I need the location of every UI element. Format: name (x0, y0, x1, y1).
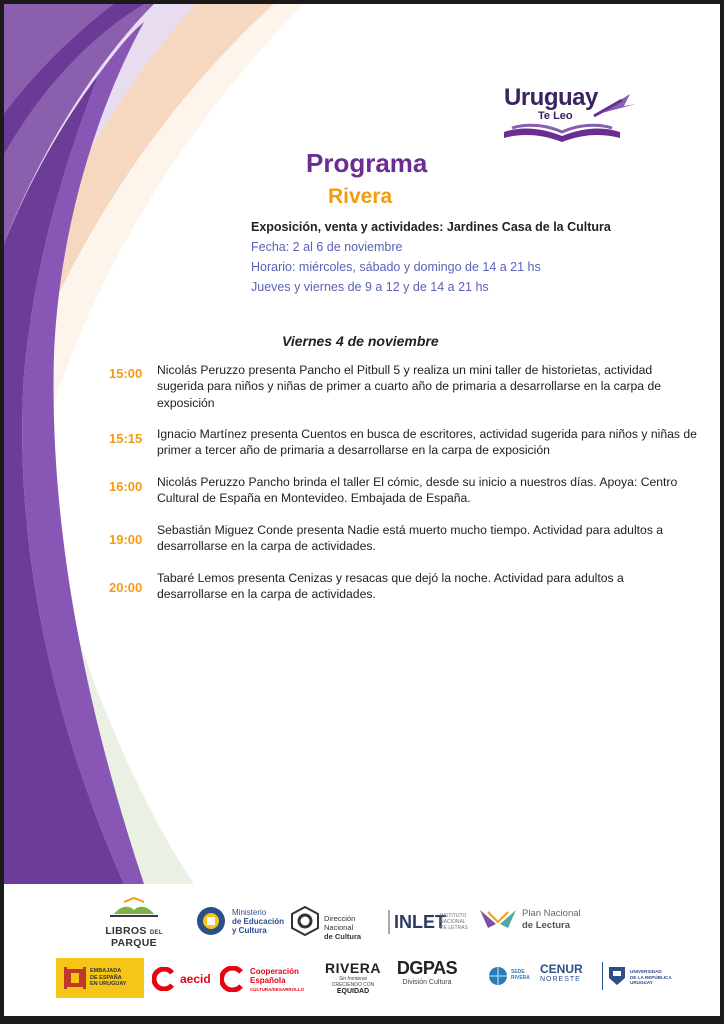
date-line: Fecha: 2 al 6 de noviembre (251, 240, 403, 254)
rivera-text-b: Sin fronteras (338, 976, 368, 982)
hexagon-icon (290, 906, 320, 936)
embajada-text-b: DE ESPAÑA (90, 974, 122, 981)
schedule-description: Sebastián Miguez Conde presenta Nadie está muerto mucho tiempo. Actividad para adultos a desarrollarse en la carpa de actividades. (157, 523, 664, 554)
libros-del-parque-logo (88, 896, 180, 949)
cenur-noreste-logo (540, 962, 600, 992)
dgpas-text-b: División Cultura (402, 979, 452, 986)
brand-subtitle: Te Leo (538, 110, 573, 122)
schedule-time: 20:00 (109, 580, 143, 595)
mec-text-c: y Cultura (232, 926, 267, 935)
udelar-text-a: UNIVERSIDAD (630, 969, 662, 974)
hours-line-2: Jueves y viernes de 9 a 12 y de 14 a 21 hs (251, 280, 489, 294)
udelar-text-b: DE LA REPÚBLICA (630, 974, 672, 980)
aecid-text-a: aecid (180, 972, 211, 986)
schedule-description: Tabaré Lemos presenta Cenizas y resacas que dejó la noche. Actividad para adultos a desarrollarse en la carpa de actividades. (157, 571, 624, 602)
direccion-cultura-logo (290, 906, 386, 940)
cooperacion-espanola-logo (220, 962, 312, 996)
embajada-text-c: EN URUGUAY (90, 981, 127, 987)
inlet-text-c: NACIONAL (440, 919, 466, 925)
schedule-time: 15:15 (109, 431, 143, 446)
uruguay-te-leo-logo (502, 84, 642, 144)
mec-text-a: Ministerio (232, 908, 267, 917)
dgpas-logo (396, 958, 458, 996)
day-heading: Viernes 4 de noviembre (282, 333, 439, 349)
book-wings-icon (478, 906, 518, 932)
libros-text-b: DEL (149, 930, 163, 936)
hours-line-1: Horario: miércoles, sábado y domingo de 14 a 21 hs (251, 260, 541, 274)
schedule-description: Ignacio Martínez presenta Cuentos en busca de escritores, actividad sugerida para niños y niñas de primer a tercer año de primaria a desarrollarse en la carpa de exposición (157, 427, 697, 458)
shield-icon (196, 904, 226, 938)
rivera-logo (320, 960, 386, 998)
dnc-text-b: de Cultura (324, 932, 362, 941)
libros-text-a: LIBROS (105, 925, 147, 937)
sede-rivera-logo (488, 964, 536, 990)
cenur-text-b: NORESTE (540, 976, 581, 983)
plan-nacional-lectura-logo (478, 902, 590, 938)
aecid-c-icon (152, 967, 176, 991)
cenur-text-a: CENUR (540, 962, 583, 976)
venue-line: Exposición, venta y actividades: Jardines Casa de la Cultura (251, 220, 611, 234)
poster-page (4, 4, 720, 1016)
coop-text-b: Española (250, 976, 286, 985)
coat-of-arms-icon (64, 965, 86, 991)
page-title: Programa (306, 148, 428, 178)
pnl-text-a: Plan Nacional (522, 908, 581, 919)
rivera-text-c: CRECIENDO CON (331, 982, 375, 988)
inlet-text-a: INLET (394, 912, 446, 932)
brand-name: Uruguay (504, 84, 598, 111)
schedule-time: 16:00 (109, 479, 143, 494)
schedule-description: Nicolás Peruzzo Pancho brinda el taller El cómic, desde su inicio a nuestros días. Apoya: Centro Cultural de España en Montevideo. Embajada de España. (157, 475, 678, 506)
libros-text-c: PARQUE (111, 937, 157, 949)
inlet-text-d: DE LETRAS (440, 925, 468, 931)
mec-text-b: de Educación (232, 917, 285, 926)
inlet-logo (388, 910, 476, 936)
schedule-description: Nicolás Peruzzo presenta Pancho el Pitbull 5 y realiza un mini taller de historietas, actividad sugerida para niños y niñas de primer a cuarto año de primaria a desarrollarse en la carpa de exposición (157, 363, 662, 410)
coop-text-c: CULTURA/DESARROLLO (250, 987, 305, 992)
globe-icon (488, 966, 508, 986)
schedule-time: 15:00 (109, 366, 143, 381)
event-info (251, 217, 611, 297)
schedule-time: 19:00 (109, 532, 143, 547)
coop-c-icon (220, 966, 246, 992)
udelar-logo (602, 962, 672, 992)
rivera-text-d: EQUIDAD (336, 988, 370, 995)
dnc-text-a: Dirección Nacional (324, 914, 356, 932)
inlet-text-b: INSTITUTO (440, 913, 467, 919)
sede-text-a: SEDE (511, 969, 525, 975)
aecid-logo (152, 962, 214, 996)
book-icon (88, 896, 180, 920)
pnl-text-b: de Lectura (522, 920, 571, 931)
udelar-text-c: URUGUAY (630, 980, 653, 985)
embajada-text-a: EMBAJADA (90, 968, 122, 974)
dgpas-text-a: DGPAS (396, 958, 458, 978)
rivera-text-a: RIVERA (325, 960, 381, 976)
embajada-espana-logo (56, 958, 144, 998)
coop-text-a: Cooperación (250, 967, 299, 976)
page-subtitle: Rivera (328, 185, 393, 208)
mec-logo (196, 902, 286, 942)
university-shield-icon (608, 966, 626, 986)
sede-text-b: RIVERA (511, 975, 530, 981)
